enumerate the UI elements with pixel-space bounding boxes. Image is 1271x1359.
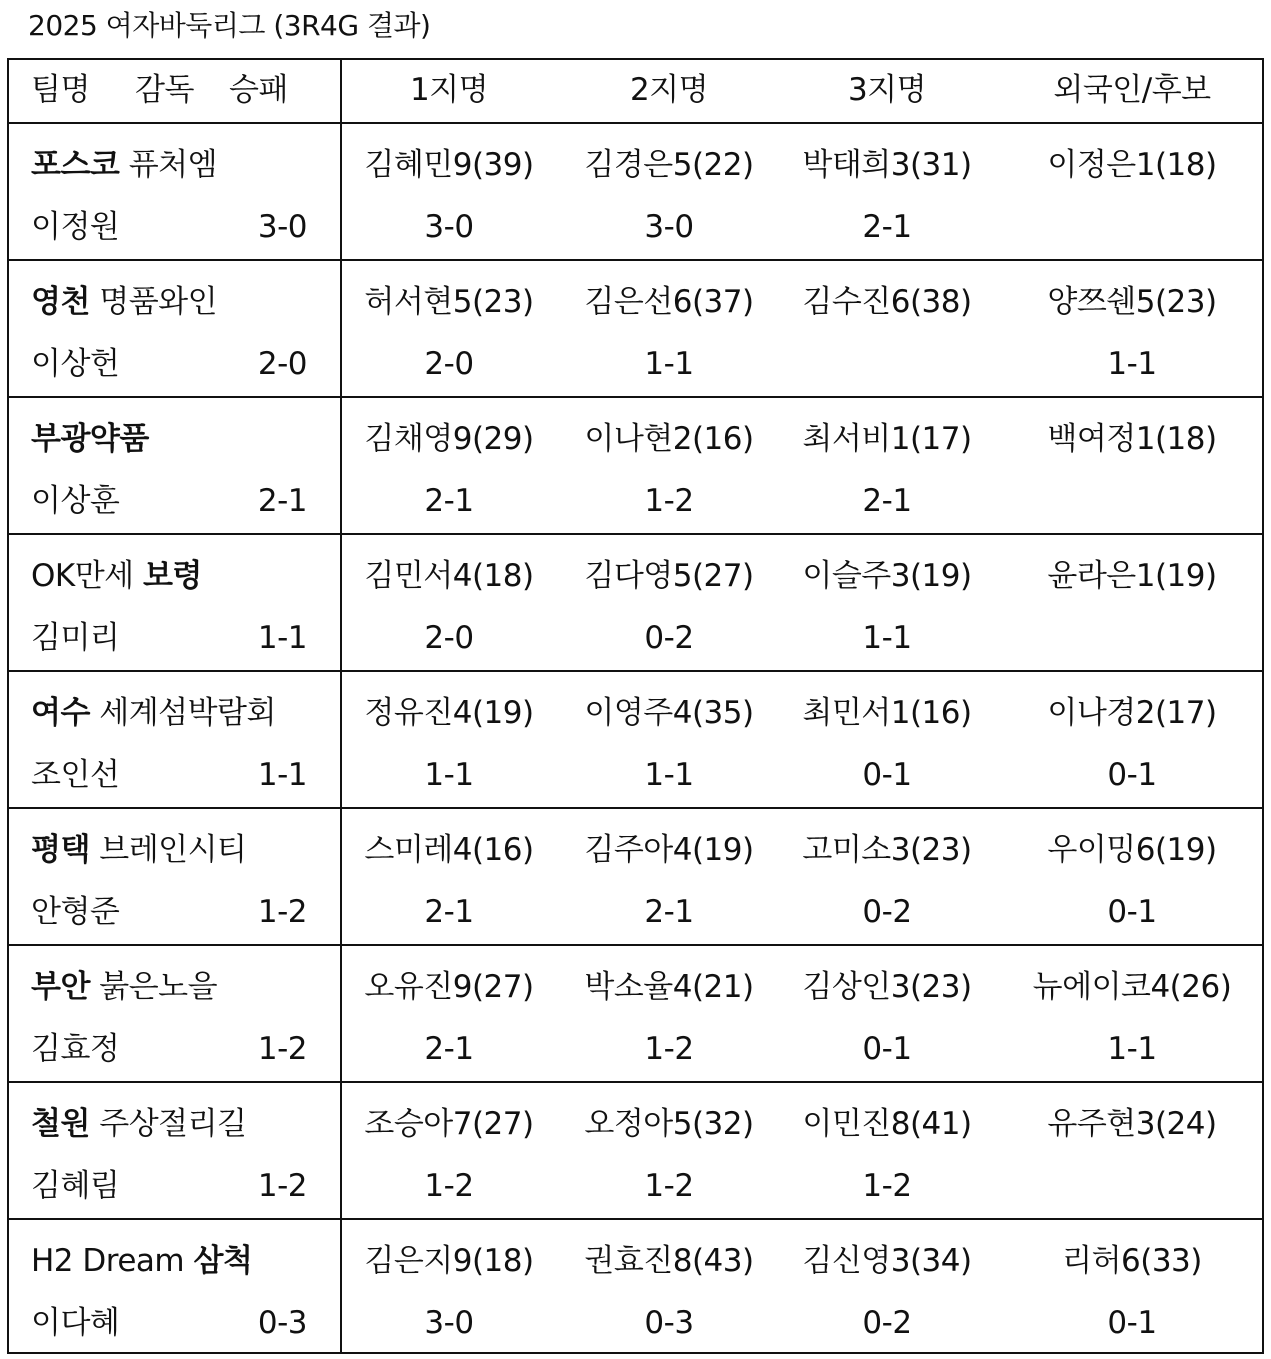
- team-name-rest: 명품와인: [99, 284, 218, 320]
- player-name: 고미소3(23): [802, 832, 972, 868]
- player-name: 김상인3(23): [802, 969, 972, 1005]
- player-record: 1-1: [1107, 346, 1157, 382]
- team-name: [31, 145, 217, 185]
- row-divider: [9, 670, 1262, 672]
- team-name: [31, 282, 217, 322]
- team-name: [31, 1104, 247, 1144]
- header-team: 팀명: [31, 72, 90, 108]
- team-name-rest: 브레인시티: [99, 832, 247, 868]
- team-name-rest: 주상절리길: [99, 1106, 247, 1142]
- player-name: 이나현2(16): [584, 421, 754, 457]
- player-record: 1-2: [644, 483, 694, 519]
- player-record: 2-0: [424, 620, 474, 656]
- player-name: 김경은5(22): [584, 147, 754, 183]
- player-record: 0-1: [862, 1031, 912, 1067]
- column-divider: [340, 60, 342, 1352]
- player-record: 1-1: [862, 620, 912, 656]
- team-record: 1-2: [257, 894, 307, 930]
- team-name-bold: 평택: [31, 832, 90, 868]
- player-record: 0-2: [644, 620, 694, 656]
- team-record: 1-1: [257, 757, 307, 793]
- player-name: 양쯔쉔5(23): [1047, 284, 1217, 320]
- player-name: 최민서1(16): [802, 695, 972, 731]
- team-name-bold: 철원: [31, 1106, 90, 1142]
- player-name: 이정은1(18): [1047, 147, 1217, 183]
- player-name: 김수진6(38): [802, 284, 972, 320]
- row-divider: [9, 944, 1262, 946]
- team-name: [31, 693, 276, 733]
- team-record: 2-0: [257, 346, 307, 382]
- row-divider: [9, 1081, 1262, 1083]
- coach-name: 조인선: [31, 757, 120, 793]
- row-divider: [9, 807, 1262, 809]
- player-record: 1-1: [1107, 1031, 1157, 1067]
- coach-name: 이상헌: [31, 346, 120, 382]
- team-name-rest: 퓨처엠: [128, 147, 218, 183]
- team-name-bold: 부안: [31, 969, 90, 1005]
- player-record: 2-1: [644, 894, 694, 930]
- player-record: 1-1: [644, 757, 694, 793]
- player-name: 김혜민9(39): [364, 147, 534, 183]
- player-record: 0-3: [644, 1305, 694, 1341]
- player-name: 뉴에이코4(26): [1032, 969, 1232, 1005]
- player-record: 0-1: [1107, 1305, 1157, 1341]
- header-pick3: 3지명: [847, 72, 927, 108]
- page-title: 2025 여자바둑리그 (3R4G 결과): [28, 9, 431, 42]
- team-name-rest: 붉은노을: [99, 969, 218, 1005]
- player-record: 3-0: [644, 209, 694, 245]
- player-record: 2-1: [424, 1031, 474, 1067]
- player-record: 0-2: [862, 1305, 912, 1341]
- player-record: 0-1: [1107, 894, 1157, 930]
- team-name-bold: 여수: [31, 695, 90, 731]
- team-name-bold: 포스코: [31, 147, 120, 183]
- coach-name: 김효정: [31, 1031, 120, 1067]
- team-record: 3-0: [257, 209, 307, 245]
- player-name: 조승아7(27): [364, 1106, 534, 1142]
- player-name: 박소율4(21): [584, 969, 754, 1005]
- header-coach: 감독: [135, 72, 194, 108]
- player-name: 오정아5(32): [584, 1106, 754, 1142]
- player-record: 1-1: [644, 346, 694, 382]
- coach-name: 이정원: [31, 209, 120, 245]
- team-name: [31, 967, 217, 1007]
- team-name-bold: 삼척: [193, 1243, 253, 1279]
- row-divider: [9, 122, 1262, 124]
- player-record: 1-2: [644, 1031, 694, 1067]
- team-record: 2-1: [257, 483, 307, 519]
- player-name: 김다영5(27): [584, 558, 754, 594]
- player-name: 이슬주3(19): [802, 558, 972, 594]
- player-name: 김민서4(18): [364, 558, 534, 594]
- player-name: 정유진4(19): [364, 695, 534, 731]
- player-record: 2-0: [424, 346, 474, 382]
- player-record: 0-1: [862, 757, 912, 793]
- player-record: 1-2: [424, 1168, 474, 1204]
- header-record: 승패: [229, 72, 288, 108]
- player-name: 우이밍6(19): [1047, 832, 1217, 868]
- player-record: 2-1: [862, 483, 912, 519]
- team-name-rest: 세계섬박람회: [99, 695, 276, 731]
- player-record: 2-1: [862, 209, 912, 245]
- player-record: 3-0: [424, 209, 474, 245]
- player-name: 이민진8(41): [802, 1106, 972, 1142]
- team-name: [31, 556, 202, 596]
- team-name-bold: 부광약품: [31, 421, 149, 457]
- player-name: 김채영9(29): [364, 421, 534, 457]
- player-name: 김은선6(37): [584, 284, 754, 320]
- player-name: 박태희3(31): [802, 147, 972, 183]
- team-name: [31, 1241, 252, 1281]
- player-name: 이영주4(35): [584, 695, 754, 731]
- player-record: 2-1: [424, 483, 474, 519]
- player-record: 3-0: [424, 1305, 474, 1341]
- player-name: 스미레4(16): [364, 832, 534, 868]
- player-name: 백여정1(18): [1047, 421, 1217, 457]
- player-name: 최서비1(17): [802, 421, 972, 457]
- results-table: [7, 58, 1264, 1354]
- coach-name: 이다혜: [31, 1305, 120, 1341]
- team-name-rest: OK만세: [31, 558, 134, 594]
- team-name: [31, 830, 247, 870]
- player-name: 허서현5(23): [364, 284, 534, 320]
- player-record: 1-2: [862, 1168, 912, 1204]
- team-name: [31, 419, 149, 459]
- player-record: 0-1: [1107, 757, 1157, 793]
- coach-name: 김혜림: [31, 1168, 120, 1204]
- team-record: 0-3: [257, 1305, 307, 1341]
- row-divider: [9, 1218, 1262, 1220]
- coach-name: 김미리: [31, 620, 120, 656]
- player-name: 김신영3(34): [802, 1243, 972, 1279]
- row-divider: [9, 259, 1262, 261]
- player-name: 김주아4(19): [584, 832, 754, 868]
- player-record: 2-1: [424, 894, 474, 930]
- player-name: 유주현3(24): [1047, 1106, 1217, 1142]
- player-name: 이나경2(17): [1047, 695, 1217, 731]
- player-record: 1-2: [644, 1168, 694, 1204]
- team-record: 1-1: [257, 620, 307, 656]
- team-name-bold: 보령: [142, 558, 202, 594]
- team-record: 1-2: [257, 1168, 307, 1204]
- player-name: 윤라은1(19): [1047, 558, 1217, 594]
- player-name: 리허6(33): [1062, 1243, 1202, 1279]
- coach-name: 이상훈: [31, 483, 120, 519]
- team-name-bold: 영천: [31, 284, 90, 320]
- header-foreign: 외국인/후보: [1053, 72, 1211, 108]
- player-record: 1-1: [424, 757, 474, 793]
- team-name-rest: H2 Dream: [31, 1243, 185, 1279]
- row-divider: [9, 396, 1262, 398]
- player-name: 김은지9(18): [364, 1243, 534, 1279]
- header-pick2: 2지명: [629, 72, 709, 108]
- player-record: 0-2: [862, 894, 912, 930]
- row-divider: [9, 533, 1262, 535]
- header-pick1: 1지명: [409, 72, 489, 108]
- coach-name: 안형준: [31, 894, 120, 930]
- team-record: 1-2: [257, 1031, 307, 1067]
- player-name: 오유진9(27): [364, 969, 534, 1005]
- player-name: 권효진8(43): [584, 1243, 754, 1279]
